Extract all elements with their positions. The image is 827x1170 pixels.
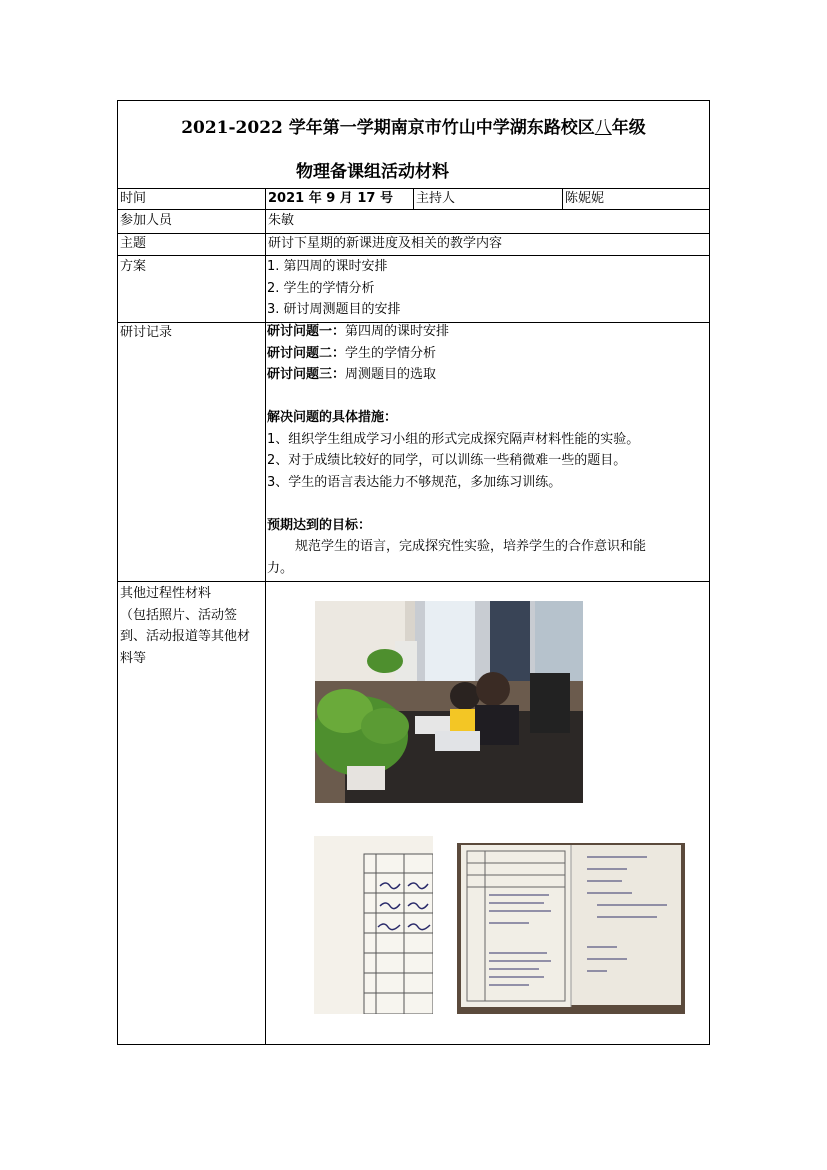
title-prefix: 2021-2022 学年第一学期南京市竹山中学湖东路校区	[181, 118, 595, 138]
other-materials-label: 其他过程性材料 （包括照片、活动签 到、活动报道等其他材 料等	[120, 586, 251, 666]
record-label: 研讨记录	[120, 325, 173, 340]
meeting-photo-image	[315, 601, 583, 803]
title-suffix: 年级	[611, 118, 646, 138]
record-question-3: 研讨问题三：周测题目的选取	[267, 367, 437, 382]
host-value: 陈妮妮	[565, 191, 605, 206]
time-value: 2021 年 9 月 17 号	[268, 191, 393, 206]
participants-value: 朱敏	[268, 213, 295, 228]
record-question-2: 研讨问题二：学生的学情分析	[267, 345, 437, 361]
plan-item: 3. 研讨周测题目的安排	[267, 302, 401, 317]
plan-item: 1. 第四周的课时安排	[267, 259, 388, 274]
record-notebook-image	[457, 843, 685, 1014]
plan-item: 2. 学生的学情分析	[267, 280, 375, 296]
signin-sheet-photo	[314, 836, 433, 1014]
plan-label: 方案	[120, 259, 147, 274]
host-label: 主持人	[416, 191, 456, 206]
goal-text-line2: 力。	[267, 560, 294, 576]
grade-value: 八	[594, 118, 612, 138]
plan-list	[267, 256, 707, 321]
form-subtitle: 物理备课组活动材料	[296, 162, 449, 182]
goal-title: 预期达到的目标：	[267, 517, 372, 533]
record-question-1: 研讨问题一：第四周的课时安排	[267, 324, 450, 339]
meeting-photo	[315, 601, 583, 803]
measures-title: 解决问题的具体措施：	[267, 410, 398, 425]
record-notebook-photo	[457, 843, 685, 1014]
form-title	[118, 113, 709, 138]
topic-label: 主题	[120, 236, 147, 251]
time-label: 时间	[120, 191, 147, 206]
measure-item: 3、学生的语言表达能力不够规范，多加练习训练。	[267, 474, 562, 490]
measure-item: 1、组织学生组成学习小组的形式完成探究隔声材料性能的实验。	[267, 431, 640, 447]
record-content	[267, 321, 707, 579]
topic-value: 研讨下星期的新课进度及相关的教学内容	[268, 236, 503, 251]
measure-item: 2、对于成绩比较好的同学，可以训练一些稍微难一些的题目。	[267, 453, 627, 468]
activity-form-table	[117, 100, 710, 1045]
signin-sheet-image	[314, 836, 433, 1014]
participants-label: 参加人员	[120, 213, 173, 228]
goal-text-line1: 规范学生的语言，完成探究性实验，培养学生的合作意识和能	[295, 539, 647, 554]
